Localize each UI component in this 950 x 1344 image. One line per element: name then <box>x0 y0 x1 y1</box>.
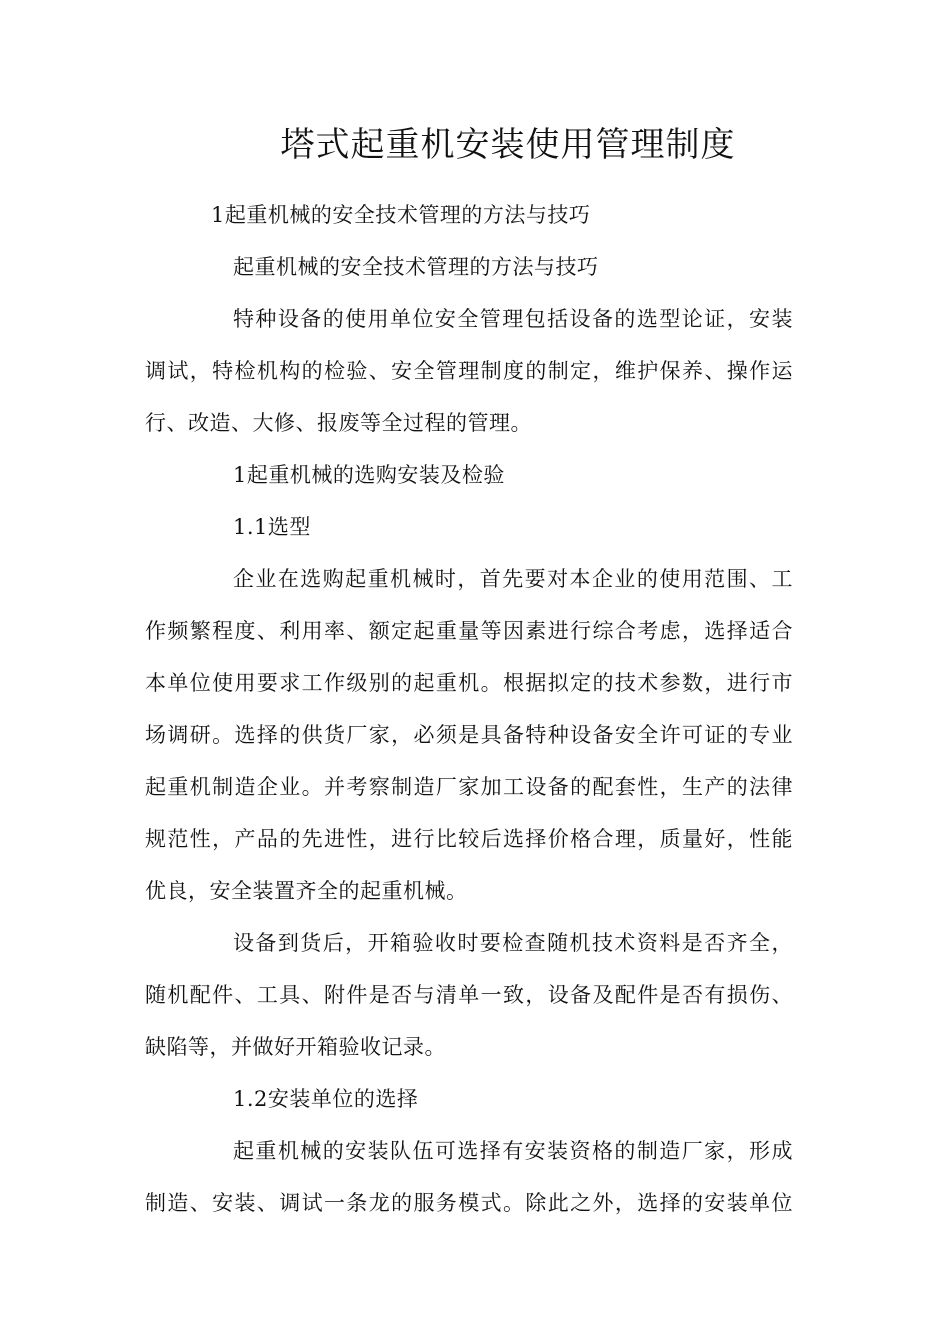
section-heading: 1起重机械的安全技术管理的方法与技巧 <box>211 203 591 227</box>
section-heading: 1起重机械的选购安装及检验 <box>233 463 505 487</box>
paragraph-line: 调试，特检机构的检验、安全管理制度的制定，维护保养、操作运 <box>145 359 793 383</box>
paragraph-line: 行、改造、大修、报废等全过程的管理。 <box>145 411 532 435</box>
paragraph-line: 作频繁程度、利用率、额定起重量等因素进行综合考虑，选择适合 <box>145 619 793 643</box>
paragraph-line: 优良，安全装置齐全的起重机械。 <box>145 879 468 903</box>
paragraph-line: 场调研。选择的供货厂家，必须是具备特种设备安全许可证的专业 <box>145 723 793 747</box>
paragraph-line: 制造、安装、调试一条龙的服务模式。除此之外，选择的安装单位 <box>145 1191 793 1215</box>
subsection-heading: 1.2安装单位的选择 <box>233 1087 419 1111</box>
paragraph-line: 本单位使用要求工作级别的起重机。根据拟定的技术参数，进行市 <box>145 671 793 695</box>
subheading: 起重机械的安全技术管理的方法与技巧 <box>233 255 599 279</box>
paragraph-line: 设备到货后，开箱验收时要检查随机技术资料是否齐全， <box>233 931 793 955</box>
paragraph-line: 缺陷等，并做好开箱验收记录。 <box>145 1035 446 1059</box>
paragraph-line: 起重机制造企业。并考察制造厂家加工设备的配套性，生产的法律 <box>145 775 793 799</box>
paragraph-line: 特种设备的使用单位安全管理包括设备的选型论证，安装 <box>233 307 793 331</box>
subsection-heading: 1.1选型 <box>233 515 311 539</box>
paragraph-line: 规范性，产品的先进性，进行比较后选择价格合理，质量好，性能 <box>145 827 793 851</box>
paragraph-line: 随机配件、工具、附件是否与清单一致，设备及配件是否有损伤、 <box>145 983 793 1007</box>
paragraph-line: 起重机械的安装队伍可选择有安装资格的制造厂家，形成 <box>233 1139 793 1163</box>
paragraph-line: 企业在选购起重机械时，首先要对本企业的使用范围、工 <box>233 567 793 591</box>
document-title: 塔式起重机安装使用管理制度 <box>280 125 736 165</box>
